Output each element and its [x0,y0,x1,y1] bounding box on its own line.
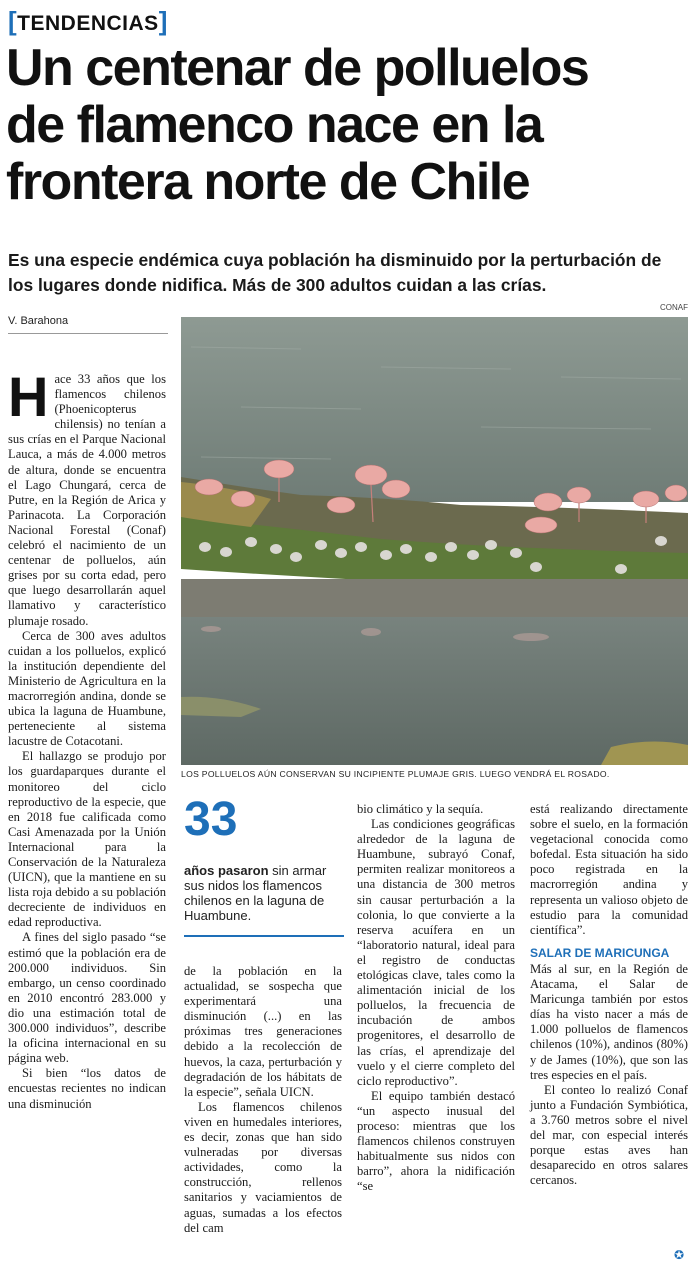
factbox-rule [184,935,344,937]
section-kicker [8,6,168,39]
factbox-text [184,863,344,923]
byline: V. Barahona [8,315,69,327]
column-2 [184,964,342,1236]
photo-credit: CONAF [660,303,688,312]
end-mark-icon: ✪ [674,1248,685,1262]
col4-subhead: SALAR DE MARICUNGA [530,945,670,960]
deck [8,248,686,298]
col3-paragraph-3: El equipo también destacó “un aspecto inusual del proceso: mientras que los flamencos chilenos construyen habitualmente sus nidos con barro”, ahora la nidificación “se [357,1088,515,1194]
col4-paragraph-3: El conteo lo realizó Conaf junto a Fundación Symbiótica, a 3.760 metros sobre el nivel del mar, con especial interés porque estas aves han desaparecido en otros salares cercanos. [530,1082,688,1188]
column-3 [357,802,515,1194]
col2-paragraph-1: de la población en la actualidad, se sospecha que experimentará una disminución (...) en las próximas tres generaciones debido a la recolección de huevos, la caza, perturbación y degradación de los hábitats de la especie”, señala UICN. [184,964,342,1099]
col1-paragraph-1 [8,365,166,629]
factbox-number: 33 [184,793,238,846]
deck-line-2: los lugares donde nidifica. Más de 300 adultos cuidan a las crías. [8,275,547,295]
col3-paragraph-2: Las condiciones geográficas alrededor de la laguna de Huambune, subrayó Conaf, permiten realizar monitoreos a una distancia de 300 metros sin causar perturbación a la colonia, lo que convierte a la reserva acuífera en un “laboratorio natural, ideal para el registro de conductas etológicas clave, tales como la alimentación inicial de los polluelos, la frecuencia de incubación de ambos progenitores, el desarrollo de las crías, el aprendizaje del vuelo y el cierre completo del ciclo reproductivo”. [357,817,515,1088]
col1-paragraph-4: A fines del siglo pasado “se estimó que la población era de 200.000 individuos. Sin embargo, un censo coordinado en 2010 encontró 283.000 y dio una estimación total de 300.000 individuos”, describe la oficina internacional en su página web. [8,930,166,1066]
factbox-bold: años pasaron [184,863,269,878]
col3-paragraph-1: bio climático y la sequía. [357,802,484,816]
headline-line-3: frontera norte de Chile [6,153,530,211]
col4-paragraph-1: está realizando directamente sobre el suelo, en la formación vegetacional conocida como bofedal. Esta situación ha sido poco registrada en la macrorregión andina y representa un valioso objeto de estudio para la comunidad científica”. [530,802,688,937]
flamingo-photo-illustration [181,317,688,765]
headline-line-2: de flamenco nace en la [6,96,543,154]
col1-paragraph-1-text: ace 33 años que los flamencos chilenos (Phoenicopterus chilensis) no tenían a sus crías en el Parque Nacional Lauca, a más de 4.000 metros de altura, donde se encuentra el Lago Chungará, cerca de Putre, en la Región de Arica y Parinacota. La Corporación Nacional Forestal (Conaf) celebró el nacimiento de un centenar de polluelos, aún grises por su corta edad, pero que luego desarrollarán aquel llamativo y característico plumaje rosado. [8,372,166,628]
col4-paragraph-2: Más al sur, en la Región de Atacama, el Salar de Maricunga también por estos días ha visto nacer a más de 1.000 polluelos de flamencos chilenos (10%), andinos (80%) y de James (10%), que son las tres especies en el país. [530,961,688,1082]
col2-paragraph-2: Los flamencos chilenos viven en humedales interiores, es decir, zonas que han sido vulneradas por diversas actividades, como la construcción, rellenos sanitarios y vaciamientos de aguas, sumadas a los efectos del cam [184,1099,342,1235]
factbox-body: sin armar sus nidos los flamencos chilenos en la laguna de Huambune. [184,863,327,923]
photo-caption: LOS POLLUELOS AÚN CONSERVAN SU INCIPIENTE PLUMAJE GRIS. LUEGO VENDRÁ EL ROSADO. [181,769,610,779]
column-1 [8,365,166,1112]
col1-paragraph-5: Si bien “los datos de encuestas recientes no indican una disminución [8,1066,166,1111]
kicker-label: TENDENCIAS [17,12,159,35]
drop-cap: H [8,365,49,428]
kicker-bracket-close: ] [158,6,168,36]
byline-rule [8,333,168,334]
kicker-bracket-open: [ [8,6,18,36]
col1-paragraph-2: Cerca de 300 aves adultos cuidan a los polluelos, explicó la institución dependiente del Ministerio de Agricultura en la macrorregión andina, donde se ubica la laguna de Huambune, perteneciente al sistema lacustre de Cotacotani. [8,628,166,749]
headline-line-1: Un centenar de polluelos [6,39,589,97]
headline [6,40,690,211]
column-4 [530,802,688,1188]
col1-paragraph-3: El hallazgo se produjo por los guardaparques durante el monitoreo del ciclo reproductivo de la especie, que en 2018 fue calificada como Casi Amenazada por la Unión Internacional para la Conservación de la Naturaleza (UICN), que la mantiene en su lista roja debido a su población decreciente de individuos en edad reproductiva. [8,749,166,930]
flamingo-photo [181,317,688,765]
deck-line-1: Es una especie endémica cuya población ha disminuido por la perturbación de [8,250,662,270]
